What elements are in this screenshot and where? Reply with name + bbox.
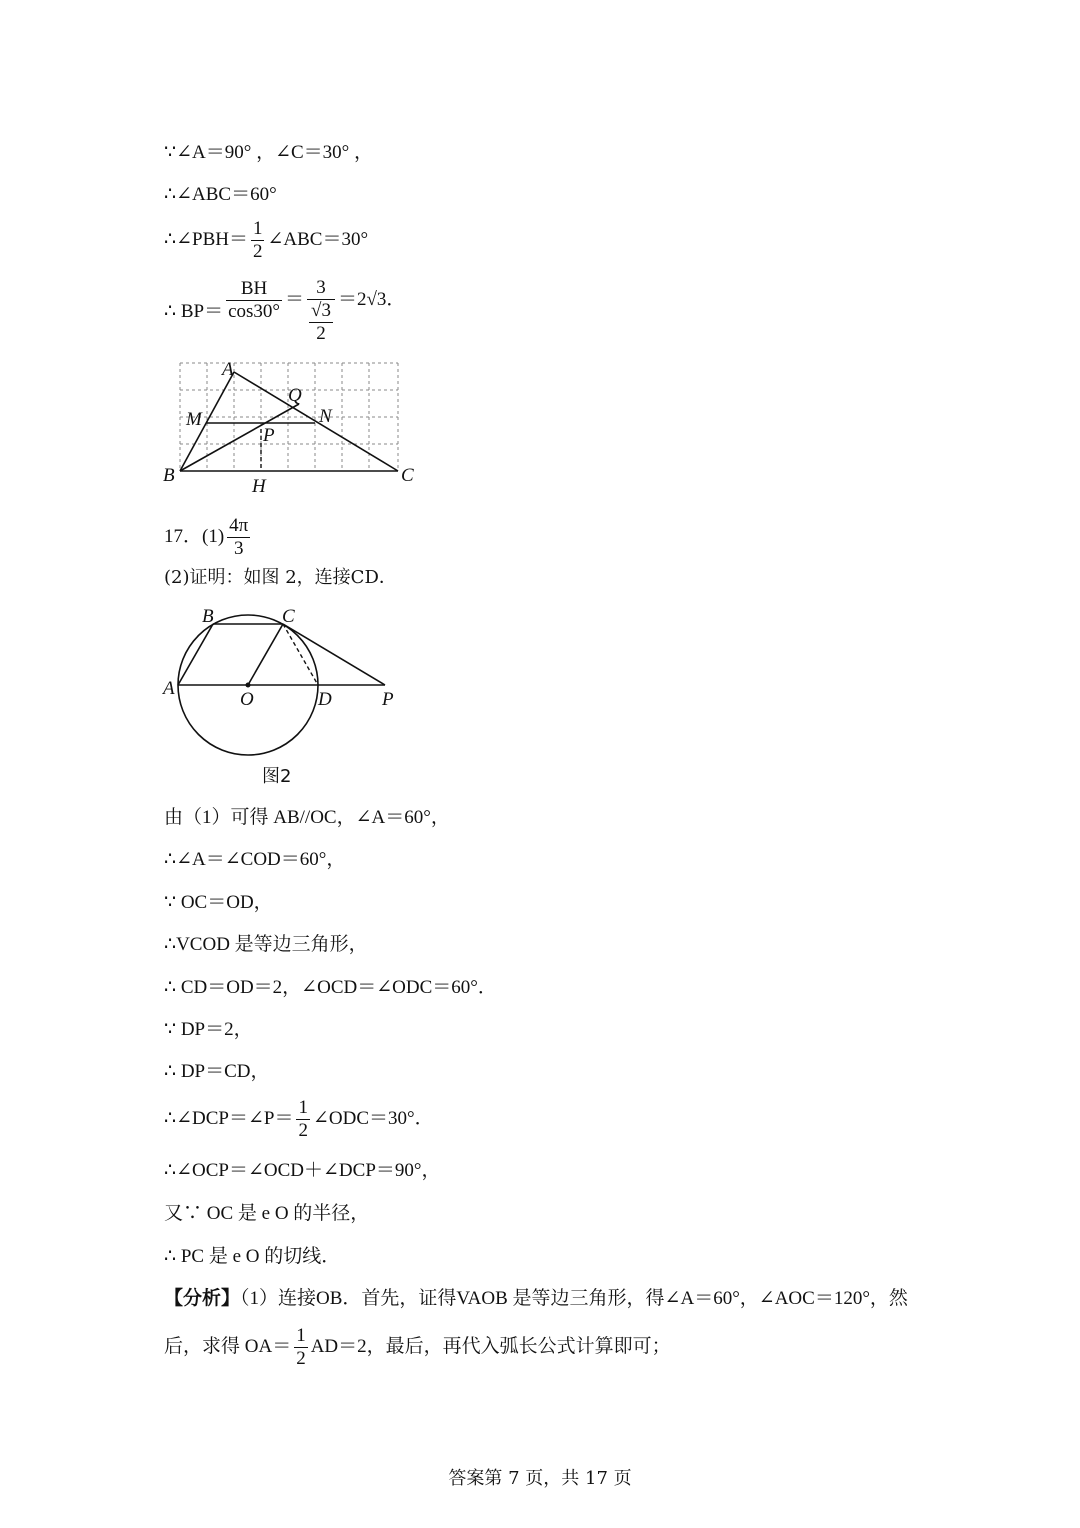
proof-line-5: ∴ CD＝OD＝2，∠OCD＝∠ODC＝60°．	[164, 977, 497, 998]
equals-sign: ＝	[285, 288, 305, 310]
analysis-text-2b: AD＝2，最后，再代入弧长公式计算即可；	[310, 1335, 671, 1357]
fraction-root3-over-2	[309, 300, 333, 345]
proof-line-6: ∵ DP＝2，	[164, 1019, 253, 1040]
bp-period: ．	[386, 288, 406, 310]
fraction-half	[296, 1097, 310, 1142]
proof-line-10: 又∵ OC 是 e O 的半径，	[164, 1203, 370, 1224]
dashed-cd	[283, 624, 318, 685]
label-Q: Q	[288, 385, 302, 406]
label-A: A	[222, 359, 234, 380]
bp-result: ＝2√3	[337, 288, 387, 310]
proof-line-9: ∴∠OCP＝∠OCD＋∠DCP＝90°，	[164, 1160, 441, 1181]
figure-caption: 图2	[262, 766, 292, 787]
pbh-suffix: ∠ABC＝30°	[267, 228, 369, 250]
text-line-angle-given: ∵∠A＝90° ，∠C＝30° ，	[164, 142, 374, 163]
proof-line-11: ∴ PC 是 e O 的切线．	[164, 1246, 341, 1267]
label-O: O	[240, 689, 254, 710]
fraction-numerator: 4π	[229, 515, 249, 536]
fraction-denominator: 3	[233, 538, 244, 559]
label-D: D	[318, 689, 332, 710]
figure2-lines	[178, 624, 385, 685]
figure-circle	[160, 600, 410, 800]
fraction-bh-cos	[226, 278, 282, 323]
dcp-prefix: ∴∠DCP＝∠P＝	[164, 1107, 294, 1129]
text-line-angle-abc: ∴∠ABC＝60°	[164, 184, 277, 205]
label-A: A	[163, 678, 175, 699]
text-line-bp	[164, 277, 405, 345]
fraction-numerator: √3	[311, 300, 331, 321]
proof-line-7: ∴ DP＝CD，	[164, 1061, 270, 1082]
label-B: B	[202, 606, 214, 627]
fraction-denominator	[307, 300, 335, 345]
proof-line-2: ∴∠A＝∠COD＝60°，	[164, 849, 346, 870]
label-C: C	[282, 606, 295, 627]
text-line-angle-pbh	[164, 218, 368, 263]
fraction-numerator: 3	[307, 277, 335, 300]
figure-triangle-grid	[160, 355, 420, 495]
fraction-half	[251, 218, 265, 263]
bp-prefix: ∴ BP＝	[164, 300, 224, 322]
label-P: P	[263, 425, 275, 446]
grid-lines	[180, 363, 398, 471]
fraction-denominator: 2	[316, 323, 326, 344]
fraction-three-over	[307, 277, 335, 345]
analysis-line-1	[164, 1287, 908, 1311]
label-C: C	[401, 465, 414, 486]
analysis-text-2a: 后，求得 OA＝	[164, 1335, 292, 1357]
fraction-denominator: 2	[296, 1348, 306, 1369]
fraction-numerator: 1	[296, 1325, 306, 1346]
fraction-numerator: BH	[226, 278, 282, 301]
fraction-numerator: 1	[252, 218, 263, 239]
page-footer: 答案第 7 页，共 17 页	[448, 1468, 632, 1489]
center-dot	[246, 683, 251, 688]
proof-line-4: ∴VCOD 是等边三角形，	[164, 934, 368, 955]
label-P: P	[382, 689, 394, 710]
fraction-denominator: 2	[252, 241, 263, 262]
analysis-tag: 【分析】	[164, 1288, 241, 1309]
label-H: H	[252, 476, 266, 495]
proof-line-8	[164, 1097, 434, 1142]
label-B: B	[163, 465, 175, 486]
proof-line-3: ∵ OC＝OD，	[164, 892, 273, 913]
proof-line-1: 由（1）可得 AB//OC，∠A＝60°，	[164, 807, 450, 828]
label-M: M	[186, 409, 202, 430]
analysis-text-1: （1）连接OB．首先，证得VAOB 是等边三角形，得∠A＝60°，∠AOC＝120°，然	[240, 1288, 908, 1309]
label-N: N	[319, 406, 332, 427]
q17-part1	[164, 515, 253, 560]
fraction-4pi-over-3	[227, 515, 250, 560]
q17-part2: (2)证明：如图 2，连接CD．	[164, 567, 397, 588]
fraction-half	[294, 1325, 308, 1370]
fraction-numerator: 1	[298, 1097, 308, 1118]
dcp-suffix: ∠ODC＝30°．	[312, 1107, 434, 1129]
q17-prefix: 17．(1)	[164, 525, 225, 547]
analysis-line-2	[164, 1325, 671, 1370]
pbh-prefix: ∴∠PBH＝	[164, 228, 248, 250]
fraction-denominator: cos30°	[228, 301, 281, 322]
fraction-denominator: 2	[298, 1120, 308, 1141]
